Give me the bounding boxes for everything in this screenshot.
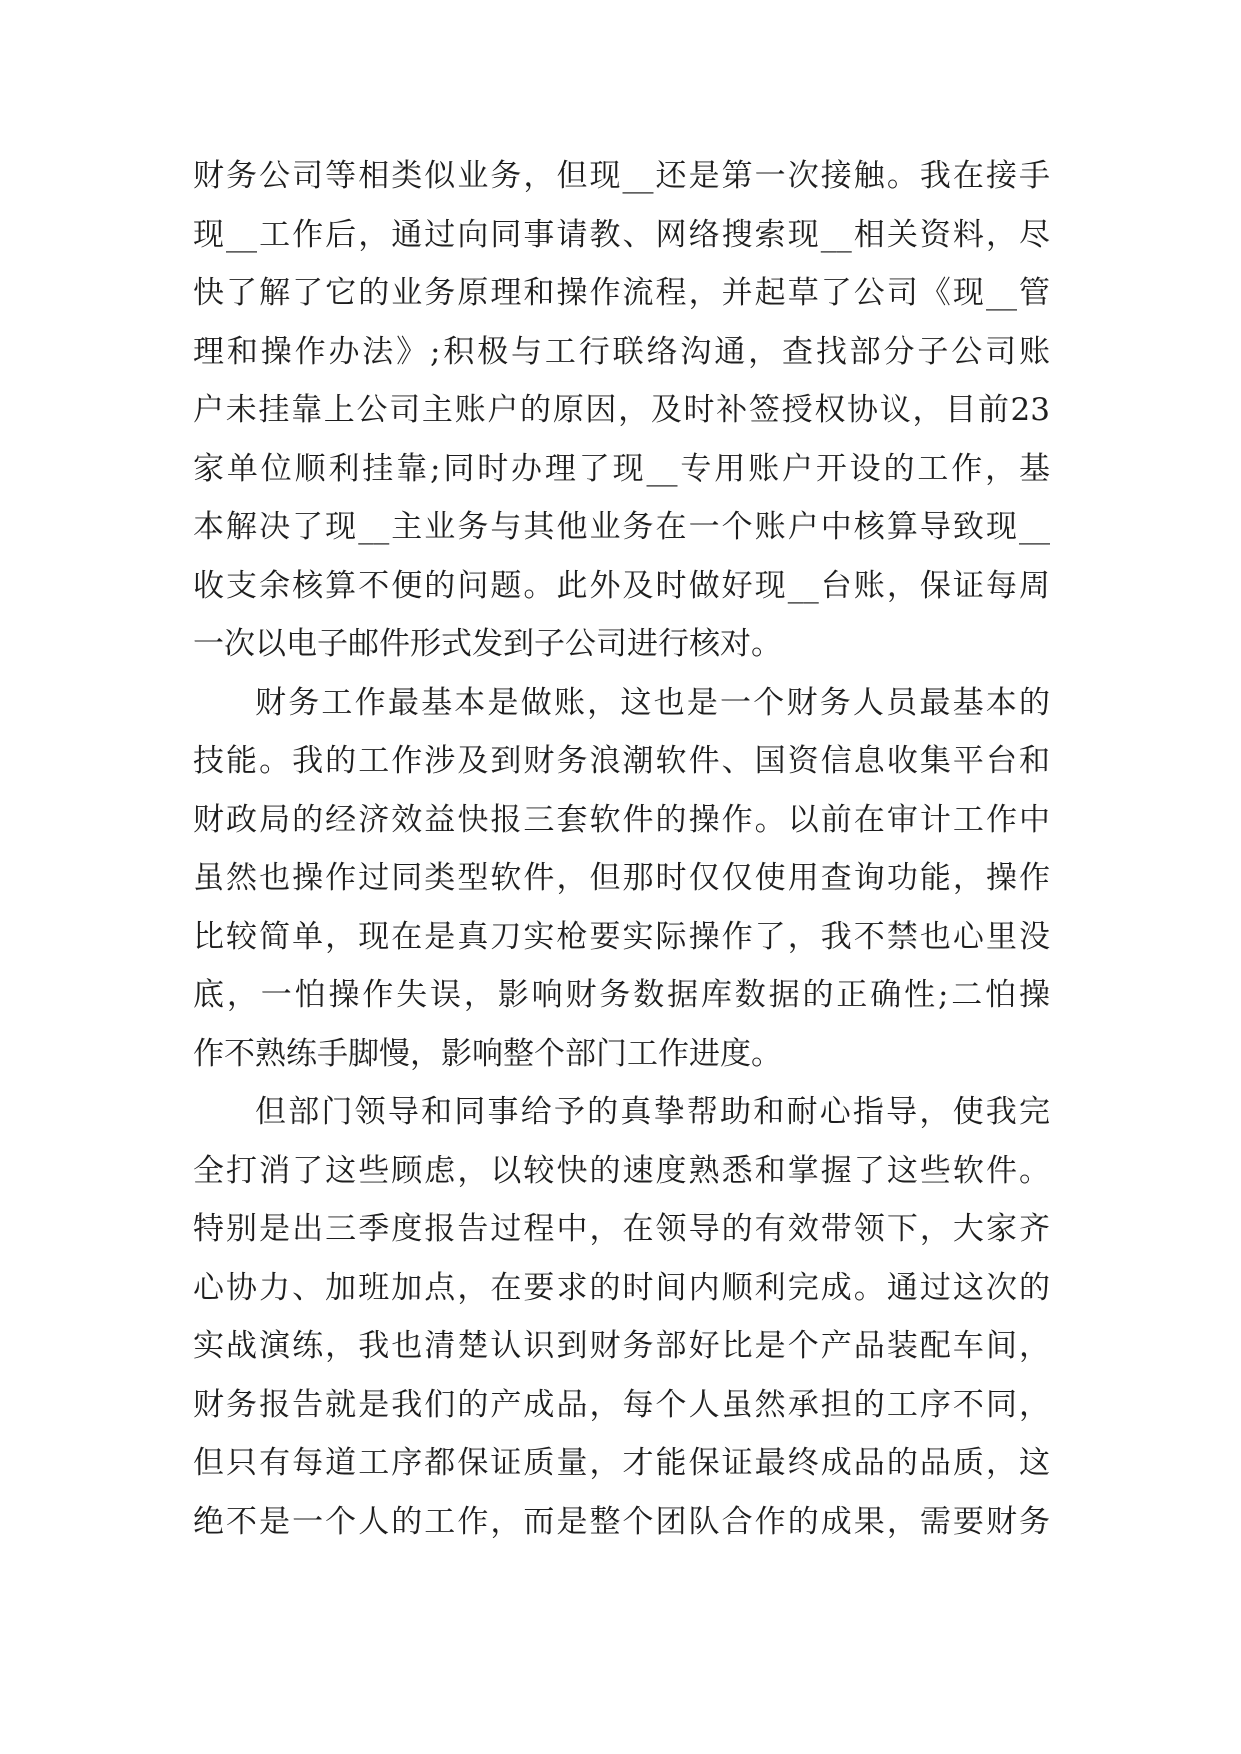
text-line: 户未挂靠上公司主账户的原因，及时补签授权协议，目前23 <box>193 392 1050 428</box>
text-line: 财务报告就是我们的产成品，每个人虽然承担的工序不同， <box>193 1386 1050 1423</box>
text-line: 一次以电子邮件形式发到子公司进行核对。 <box>193 626 782 662</box>
text-line: 绝不是一个人的工作，而是整个团队合作的成果，需要财务 <box>193 1503 1050 1540</box>
text-line: 快了解了它的业务原理和操作流程，并起草了公司《现__管 <box>193 275 1050 311</box>
text-line: 作不熟练手脚慢，影响整个部门工作进度。 <box>193 1035 782 1072</box>
text-line: 但部门领导和同事给予的真挚帮助和耐心指导，使我完 <box>255 1094 1050 1130</box>
paragraph-2 <box>193 674 1050 1084</box>
text-line: 现__工作后，通过向同事请教、网络搜索现__相关资料，尽 <box>193 216 1050 253</box>
text-line: 虽然也操作过同类型软件，但那时仅仅使用查询功能，操作 <box>193 860 1050 896</box>
text-line: 但只有每道工序都保证质量，才能保证最终成品的品质，这 <box>193 1445 1050 1481</box>
text-line: 收支余核算不便的问题。此外及时做好现__台账，保证每周 <box>193 567 1050 604</box>
document-body <box>193 147 1050 1551</box>
text-line: 全打消了这些顾虑，以较快的速度熟悉和掌握了这些软件。 <box>193 1152 1050 1189</box>
text-line: 财政局的经济效益快报三套软件的操作。以前在审计工作中 <box>193 801 1050 838</box>
text-line: 财务工作最基本是做账，这也是一个财务人员最基本的 <box>255 684 1050 721</box>
text-line: 底，一怕操作失误，影响财务数据库数据的正确性;二怕操 <box>193 977 1050 1013</box>
paragraph-3 <box>193 1083 1050 1551</box>
text-line: 技能。我的工作涉及到财务浪潮软件、国资信息收集平台和 <box>193 743 1050 779</box>
text-line: 本解决了现__主业务与其他业务在一个账户中核算导致现__ <box>193 509 1050 545</box>
text-line: 比较简单，现在是真刀实枪要实际操作了，我不禁也心里没 <box>193 918 1050 955</box>
text-line: 理和操作办法》;积极与工行联络沟通，查找部分子公司账 <box>193 333 1050 370</box>
text-line: 财务公司等相类似业务，但现__还是第一次接触。我在接手 <box>193 158 1050 194</box>
text-line: 家单位顺利挂靠;同时办理了现__专用账户开设的工作，基 <box>193 450 1050 487</box>
text-line: 心协力、加班加点，在要求的时间内顺利完成。通过这次的 <box>193 1269 1050 1306</box>
text-line: 实战演练，我也清楚认识到财务部好比是个产品装配车间， <box>193 1328 1050 1364</box>
paragraph-1 <box>193 147 1050 674</box>
text-line: 特别是出三季度报告过程中，在领导的有效带领下，大家齐 <box>193 1211 1050 1247</box>
